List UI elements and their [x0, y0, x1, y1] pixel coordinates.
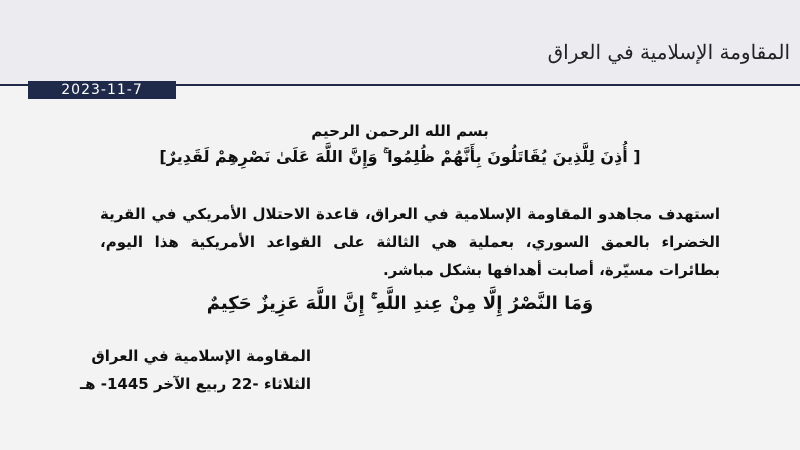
signature-block — [80, 342, 311, 398]
statement-body: استهدف مجاهدو المقاومة الإسلامية في العراق، قاعدة الاحتلال الأمريكي في القرية الخضراء بالعمق السوري، بعملية هي الثالثة على القواعد الأمريكية هذا اليوم، بطائرات مسيّرة، أصابت أهدافها بشكل مباشر. — [100, 205, 720, 279]
document-header — [0, 0, 800, 84]
signature-name: المقاومة الإسلامية في العراق — [91, 347, 312, 365]
logo-text: المقاومة الإسلامية في العراق — [547, 40, 790, 64]
date-badge: 2023-11-7 — [28, 81, 176, 99]
closing-verse: وَمَا النَّصْرُ إِلَّا مِنْ عِندِ اللَّهِ ۚ إِنَّ اللَّهَ عَزِيزٌ حَكِيمٌ — [206, 293, 594, 314]
basmala: بسم الله الرحمن الرحيم — [311, 122, 489, 140]
opening-verse: [ أُذِنَ لِلَّذِينَ يُقَاتَلُونَ بِأَنَّهُمْ ظُلِمُوا ۚ وَإِنَّ اللَّهَ عَلَىٰ نَصْرِهِمْ لَقَدِيرٌ] — [159, 147, 641, 166]
hijri-date: الثلاثاء -22 ربيع الآخر 1445- هـ — [80, 375, 312, 393]
